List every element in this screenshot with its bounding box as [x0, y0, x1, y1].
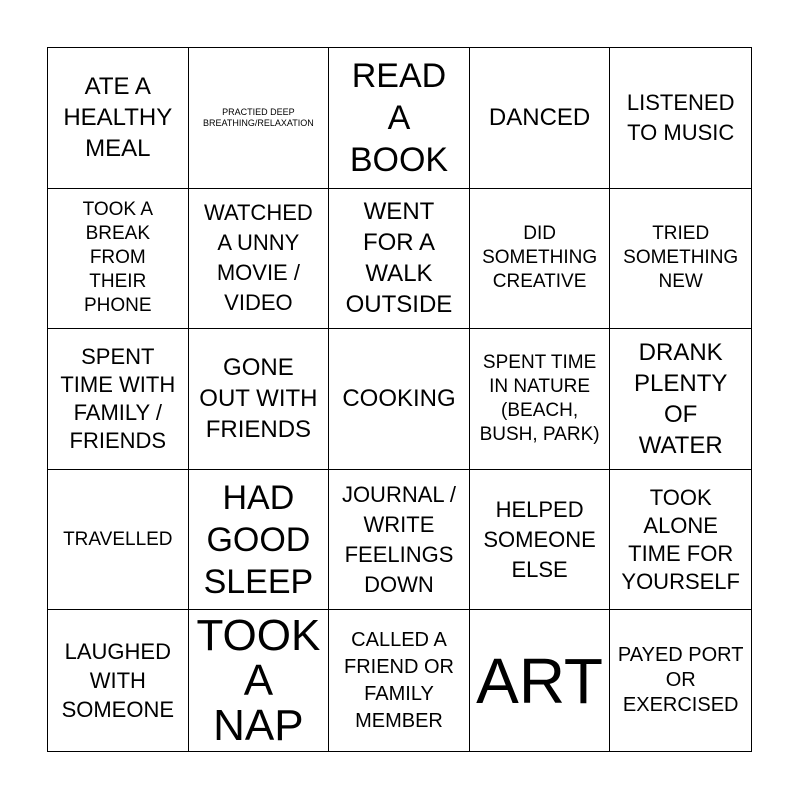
cell-label: WENT FOR A WALK OUTSIDE	[345, 198, 453, 319]
bingo-cell[interactable]	[329, 189, 470, 330]
bingo-cell[interactable]	[610, 189, 751, 330]
bingo-cell[interactable]	[189, 610, 330, 751]
cell-label: TOOK A BREAK FROM THEIR PHONE	[82, 199, 153, 317]
bingo-cell[interactable]	[48, 189, 189, 330]
bingo-cell[interactable]	[48, 470, 189, 611]
cell-label: JOURNAL / WRITE FEELINGS DOWN	[341, 481, 457, 597]
cell-label: LAUGHED WITH SOMEONE	[61, 639, 175, 723]
bingo-cell[interactable]	[470, 470, 611, 611]
bingo-cell[interactable]	[329, 470, 470, 611]
bingo-cell[interactable]	[610, 48, 751, 189]
cell-label: PAYED PORT OR EXERCISED	[617, 644, 744, 717]
cell-label: HAD GOOD SLEEP	[203, 478, 314, 601]
bingo-cell[interactable]	[470, 610, 611, 751]
bingo-cell[interactable]	[470, 189, 611, 330]
cell-label: GONE OUT WITH FRIENDS	[199, 354, 318, 444]
bingo-cell[interactable]	[470, 48, 611, 189]
cell-label: ART	[476, 644, 604, 717]
cell-label: LISTENED TO MUSIC	[626, 89, 735, 145]
cell-label: TRIED SOMETHING NEW	[623, 223, 739, 293]
cell-label: PRACTIED DEEP BREATHING/RELAXATION	[203, 106, 314, 128]
bingo-cell[interactable]	[48, 610, 189, 751]
bingo-cell[interactable]	[470, 329, 611, 470]
cell-label: ATE A HEALTHY MEAL	[63, 73, 173, 163]
cell-label: SPENT TIME WITH FAMILY / FRIENDS	[60, 343, 176, 453]
bingo-cell[interactable]	[610, 470, 751, 611]
cell-label: CALLED A FRIEND OR FAMILY MEMBER	[343, 628, 454, 732]
cell-label: DANCED	[488, 104, 591, 132]
cell-label: DID SOMETHING CREATIVE	[482, 223, 598, 293]
bingo-cell[interactable]	[48, 329, 189, 470]
cell-label: COOKING	[342, 385, 456, 413]
cell-label: SPENT TIME IN NATURE (BEACH, BUSH, PARK)	[479, 351, 600, 445]
bingo-cell[interactable]	[189, 48, 330, 189]
cell-label: TRAVELLED	[63, 528, 173, 550]
bingo-cell[interactable]	[610, 610, 751, 751]
bingo-cell[interactable]	[48, 48, 189, 189]
bingo-cell[interactable]	[329, 610, 470, 751]
bingo-cell[interactable]	[189, 189, 330, 330]
bingo-cell[interactable]	[189, 329, 330, 470]
cell-label: READ A BOOK	[349, 56, 449, 179]
cell-label: WATCHED A UNNY MOVIE / VIDEO	[204, 200, 313, 316]
cell-label: DRANK PLENTY OF WATER	[634, 338, 728, 459]
bingo-cell[interactable]	[610, 329, 751, 470]
bingo-cell[interactable]	[189, 470, 330, 611]
cell-label: HELPED SOMEONE ELSE	[483, 496, 596, 582]
bingo-cell[interactable]	[329, 48, 470, 189]
bingo-cell[interactable]	[329, 329, 470, 470]
cell-label: TOOK A NAP	[196, 611, 321, 751]
bingo-board	[47, 47, 752, 752]
cell-label: TOOK ALONE TIME FOR YOURSELF	[621, 484, 740, 594]
